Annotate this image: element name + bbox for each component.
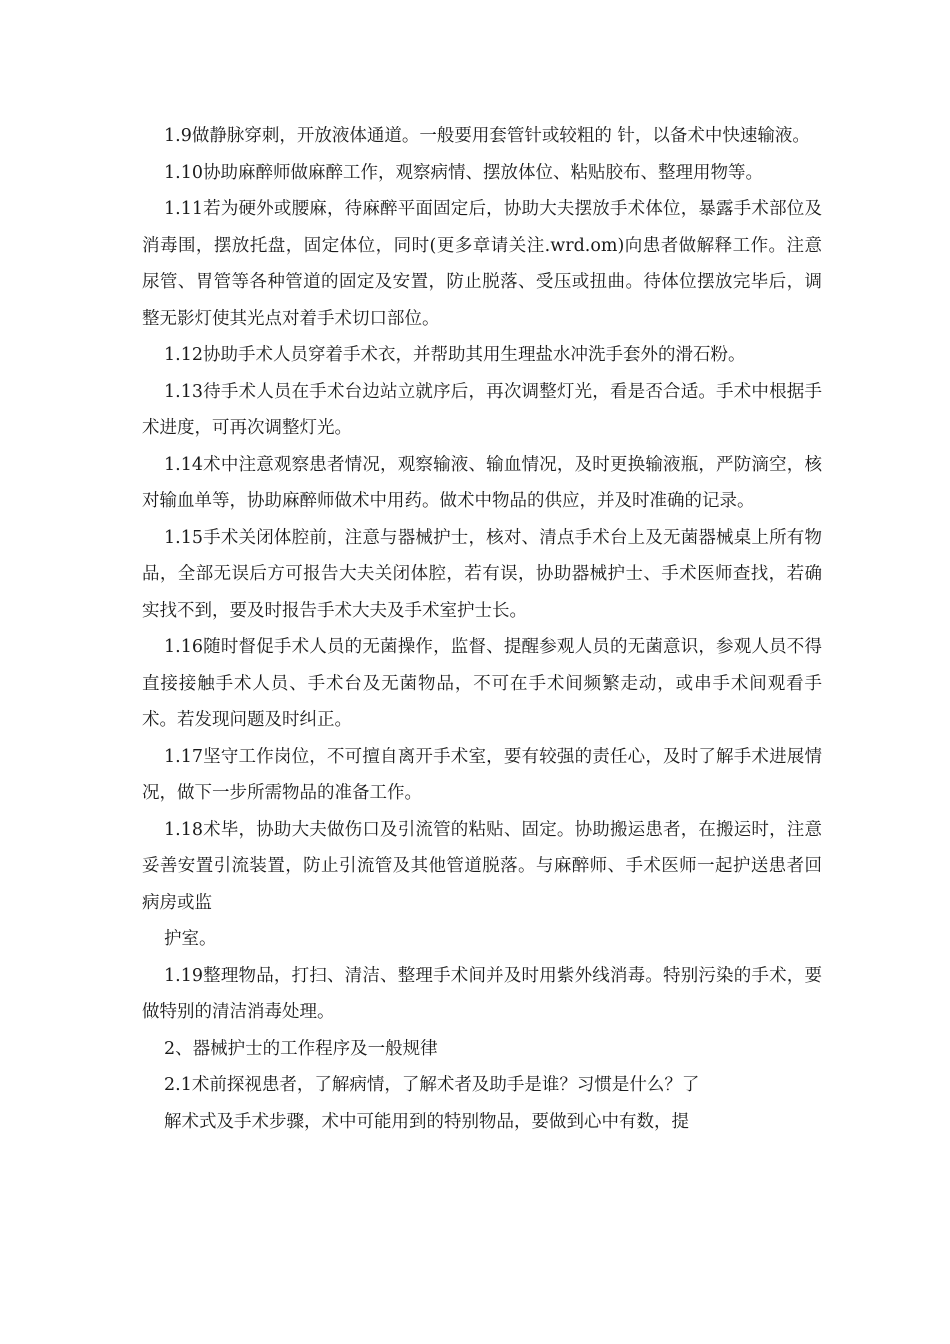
document-body: [142, 118, 822, 1140]
paragraph-1-17: 1.17坚守工作岗位，不可擅自离开手术室，要有较强的责任心，及时了解手术进展情况，做下一步所需物品的准备工作。: [142, 746, 822, 803]
paragraph-2-1: 2.1术前探视患者，了解病情，了解术者及助手是谁？习惯是什么？了: [164, 1075, 700, 1095]
paragraph-1-9: 1.9做静脉穿刺，开放液体通道。一般要用套管针或较粗的 针，以备术中快速输液。: [164, 126, 810, 146]
paragraph-1-14: 1.14术中注意观察患者情况，观察输液、输血情况，及时更换输液瓶，严防滴空，核对输血单等，协助麻醉师做术中用药。做术中物品的供应，并及时准确的记录。: [142, 454, 822, 511]
section-heading-2: 2、器械护士的工作程序及一般规律: [164, 1038, 438, 1059]
paragraph-1-10: 1.10协助麻醉师做麻醉工作，观察病情、摆放体位、粘贴胶布、整理用物等。: [164, 162, 763, 183]
paragraph-1-16: 1.16随时督促手术人员的无菌操作，监督、提醒参观人员的无菌意识，参观人员不得直接接触手术人员、手术台及无菌物品，不可在手术间频繁走动，或串手术间观看手术。若发现问题及时纠正。: [142, 637, 822, 730]
paragraph-1-13: 1.13待手术人员在手术台边站立就序后，再次调整灯光，看是否合适。手术中根据手术进度，可再次调整灯光。: [142, 381, 822, 438]
paragraph-1-12: 1.12协助手术人员穿着手术衣，并帮助其用生理盐水冲洗手套外的滑石粉。: [164, 345, 746, 365]
paragraph-2-1-continued: 解术式及手术步骤，术中可能用到的特别物品，要做到心中有数，提: [164, 1111, 689, 1132]
paragraph-1-15: 1.15手术关闭体腔前，注意与器械护士，核对、清点手术台上及无菌器械桌上所有物品，全部无误后方可报告大夫关闭体腔，若有误，协助器械护士、手术医师查找，若确实找不到，要及时报告手术大夫及手术室护士长。: [142, 527, 822, 621]
paragraph-1-19: 1.19整理物品，打扫、清洁、整理手术间并及时用紫外线消毒。特别污染的手术，要做特别的清洁消毒处理。: [142, 965, 822, 1022]
paragraph-1-11: 1.11若为硬外或腰麻，待麻醉平面固定后，协助大夫摆放手术体位，暴露手术部位及消毒围，摆放托盘，固定体位，同时(更多章请关注.wrd.om)向患者做解释工作。注意尿管、胃管等各种管道的固定及安置，防止脱落、受压或扭曲。待体位摆放完毕后，调整无影灯使其光点对着手术切口部位。: [142, 199, 822, 329]
paragraph-1-18: 1.18术毕，协助大夫做伤口及引流管的粘贴、固定。协助搬运患者，在搬运时，注意妥善安置引流装置，防止引流管及其他管道脱落。与麻醉师、手术医师一起护送患者回病房或监: [142, 819, 822, 913]
paragraph-1-18-continued: 护室。: [164, 929, 217, 949]
